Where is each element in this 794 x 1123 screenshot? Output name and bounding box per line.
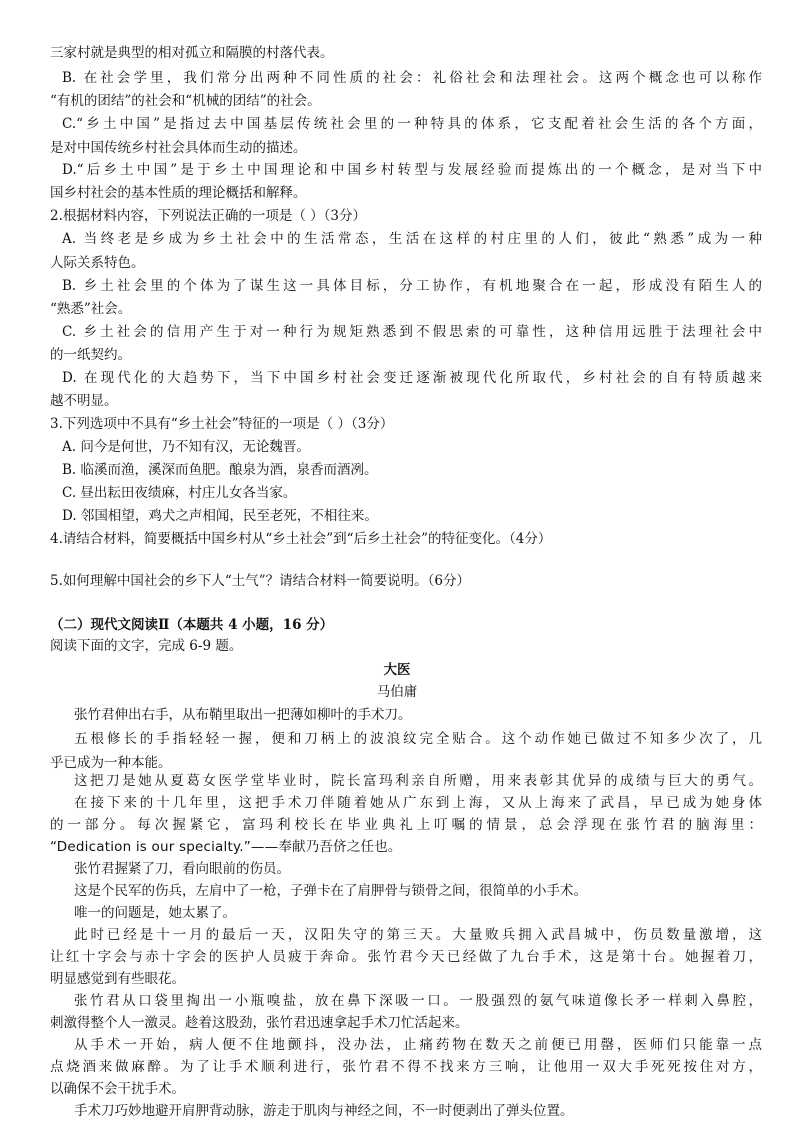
text-line: 的一纸契约。 xyxy=(50,347,131,363)
story-line: 让红十字会与赤十字会的医护人员疲于奔命。张竹君今天已经做了九台手术，这是第十台。她握着刀， xyxy=(50,949,762,965)
section-heading: （二）现代文阅读Ⅱ（本题共 4 小题，16 分） xyxy=(50,617,334,633)
option-d-line: D.“后乡土中国”是于乡土中国理论和中国乡村转型与发展经验而提炼出的一个概念，是对当下中 xyxy=(62,162,762,178)
option-b-line: B. 在社会学里，我们常分出两种不同性质的社会：礼俗社会和法理社会。这两个概念也可以称作 xyxy=(62,70,762,86)
q2-option-c: C. 乡土社会的信用产生于对一种行为规矩熟悉到不假思索的可靠性，这种信用远胜于法理社会中 xyxy=(62,324,762,340)
text-line: 越不明显。 xyxy=(50,393,118,409)
q2-option-b: B. 乡土社会里的个体为了谋生这一具体目标，分工协作，有机地聚合在一起，形成没有陌生人的 xyxy=(62,278,762,294)
q3-option-c: C. 昼出耘田夜绩麻，村庄儿女各当家。 xyxy=(62,485,297,501)
text-line: 国乡村社会的基本性质的理论概括和解释。 xyxy=(50,185,307,201)
text-line: “有机的团结”的社会和“机械的团结”的社会。 xyxy=(50,93,321,109)
story-line: 刺激得整个人一激灵。趁着这股劲，张竹君迅速拿起手术刀忙活起来。 xyxy=(50,1015,469,1031)
story-paragraph: 从手术一开始，病人便不住地颤抖，没办法，止痛药物在数天之前便已用罄，医师们只能靠一点 xyxy=(74,1037,762,1053)
story-title: 大医 xyxy=(383,662,411,678)
option-c-line: C.“乡土中国”是指过去中国基层传统社会里的一种特具的体系，它支配着社会生活的各个方面， xyxy=(62,116,762,132)
story-paragraph: 此时已经是十一月的最后一天，汉阳失守的第三天。大量败兵拥入武昌城中，伤员数量激增，这 xyxy=(74,927,762,943)
story-paragraph: 唯一的问题是，她太累了。 xyxy=(74,905,236,921)
text-line: 三家村就是典型的相对孤立和隔膜的村落代表。 xyxy=(50,45,334,61)
story-line: 以确保不会干扰手术。 xyxy=(50,1081,185,1097)
question-3: 3.下列选项中不具有“乡土社会”特征的一项是（ ）（3分） xyxy=(50,416,394,432)
question-4: 4.请结合材料，简要概括中国乡村从“乡土社会”到“后乡土社会”的特征变化。（4分） xyxy=(50,531,552,547)
story-paragraph: 张竹君伸出右手，从布鞘里取出一把薄如柳叶的手术刀。 xyxy=(74,707,412,723)
story-paragraph: 手术刀巧妙地避开肩胛背动脉，游走于肌肉与神经之间，不一时便剥出了弹头位置。 xyxy=(74,1103,574,1119)
q3-option-d: D. 邻国相望，鸡犬之声相闻，民至老死，不相往来。 xyxy=(62,508,378,524)
question-5: 5.如何理解中国社会的乡下人“土气”？请结合材料一简要说明。（6分） xyxy=(50,573,471,589)
q2-option-a: A. 当终老是乡成为乡土社会中的生活常态，生活在这样的村庄里的人们，彼此“熟悉”成为一种 xyxy=(62,231,762,247)
story-paragraph: 在接下来的十几年里，这把手术刀伴随着她从广东到上海，又从上海来了武昌，早已成为她身体 xyxy=(74,795,762,811)
story-paragraph: 张竹君握紧了刀，看向眼前的伤员。 xyxy=(74,861,290,877)
story-paragraph: 这是个民军的伤兵，左肩中了一枪，子弹卡在了肩胛骨与锁骨之间，很简单的小手术。 xyxy=(74,883,587,899)
question-2: 2.根据材料内容，下列说法正确的一项是（ ）（3分） xyxy=(50,208,367,224)
story-line: 乎已成为一种本能。 xyxy=(50,755,172,771)
story-paragraph: 五根修长的手指轻轻一握，便和刀柄上的波浪纹完全贴合。这个动作她已做过不知多少次了，几 xyxy=(74,731,762,747)
story-paragraph: 这把刀是她从夏葛女医学堂毕业时，院长富玛利亲自所赠，用来表彰其优异的成绩与巨大的勇气。 xyxy=(74,773,762,789)
text-line: 是对中国传统乡村社会具体而生动的描述。 xyxy=(50,140,307,156)
q3-option-b: B. 临溪而渔，溪深而鱼肥。酿泉为酒，泉香而酒冽。 xyxy=(62,462,378,478)
reading-instruction: 阅读下面的文字，完成 6-9 题。 xyxy=(50,638,243,654)
q3-option-a: A. 问今是何世，乃不知有汉，无论魏晋。 xyxy=(62,439,310,455)
story-line: 明显感觉到有些眼花。 xyxy=(50,971,185,987)
q2-option-d: D. 在现代化的大趋势下，当下中国乡村社会变迁逐渐被现代化所取代，乡村社会的自有特质越来 xyxy=(62,370,762,386)
story-line-quote: “Dedication is our specialty.”——奉献乃吾侪之任也。 xyxy=(50,839,402,855)
text-line: “熟悉”社会。 xyxy=(50,301,132,317)
text-line: 人际关系特色。 xyxy=(50,255,145,271)
story-paragraph: 张竹君从口袋里掏出一小瓶嗅盐，放在鼻下深吸一口。一股强烈的氨气味道像长矛一样刺入鼻腔， xyxy=(74,993,762,1009)
story-line: 的一部分。每次握紧它，富玛利校长在毕业典礼上叮嘱的情景，总会浮现在张竹君的脑海里： xyxy=(50,817,762,833)
story-line: 点烧酒来做麻醉。为了让手术顺利进行，张竹君不得不找来方三响，让他用一双大手死死按住对方， xyxy=(50,1059,762,1075)
story-author: 马伯庸 xyxy=(376,684,418,700)
